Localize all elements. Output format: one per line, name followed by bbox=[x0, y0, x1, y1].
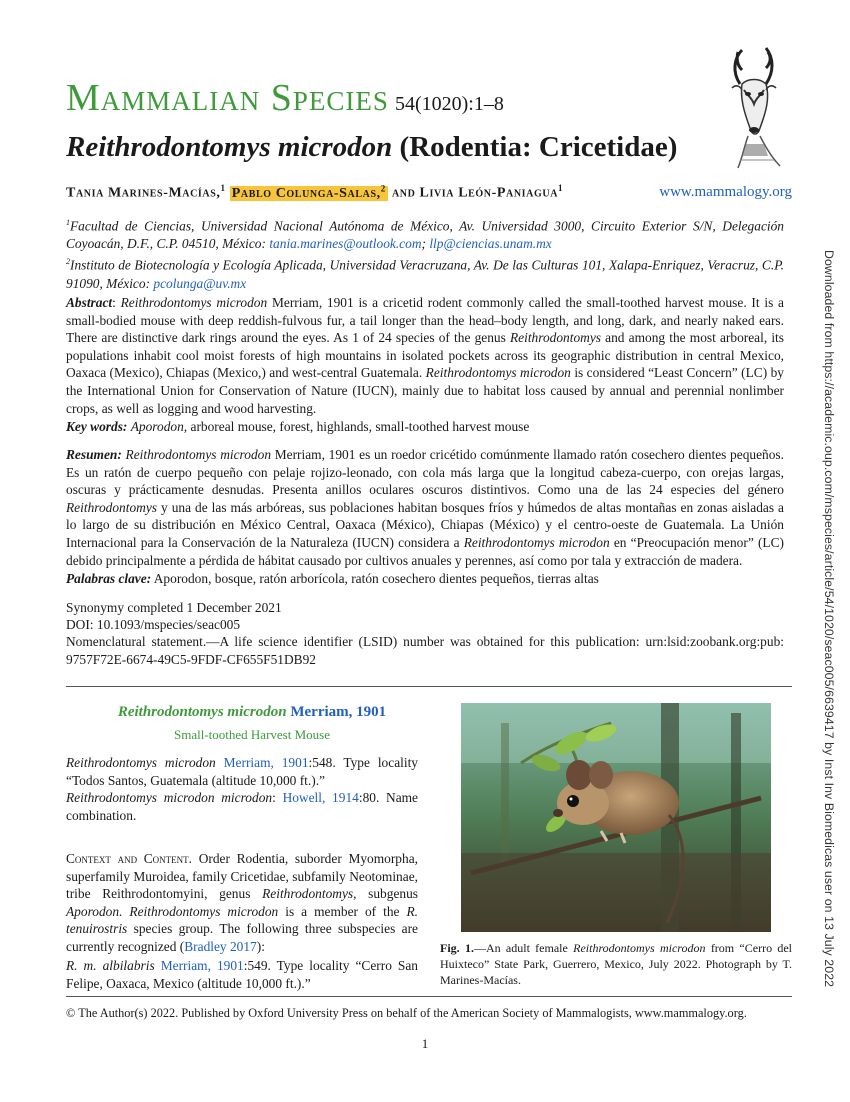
author-2-highlighted: Pablo Colunga-Salas,$^2$ bbox=[231, 183, 386, 201]
author-list: Tania Marines-Macías,$^1$ Pablo Colunga-Salas,$^2$ and Livia León-Paniagua$^1$ bbox=[66, 183, 564, 201]
ref-bradley-2017[interactable]: Bradley 2017 bbox=[184, 938, 257, 954]
page-number: 1 bbox=[421, 1036, 429, 1051]
website-link[interactable]: www.mammalogy.org bbox=[659, 184, 792, 200]
copyright-footer: © The Author(s) 2022. Published by Oxford University Press on behalf of the American Society of Mammalogists, www.mammalogy.org. bbox=[66, 1006, 747, 1020]
context-and-content: Context and Content. Order Rodentia, suborder Myomorpha, superfamily Muroidea, family Cricetidae, subfamily Neotominae, tribe Reithrodontomyini, genus Reithrodontomys, subgenus Aporodon. Reithrodontomys microdon is a member of the R. tenuirostris species group. The following three subspecies are currently recognized (Bradley 2017): bbox=[66, 851, 419, 954]
ref-merriam-1901[interactable]: Merriam, 1901 bbox=[223, 755, 309, 770]
resumen: Resumen: Reithrodontomys microdon Merriam, 1901 es un roedor cricétido comúnmente llamado ratón cosechero dientes pequeños. Es un ratón de cuerpo pequeño con pelaje rojizo-leonado, con cola más larga que la longitud cabeza-cuerpo, con orejas largas, oscuras y prácticamente desnudas. Presenta anillos oculares oscuros distintivos. Como una de las 24 especies del género Reithrodontomys y una de las más arbóreas, sus poblaciones habitan bosques fríos y húmedos de altas montañas en zonas aisladas a lo largo de su distribución en México Central, Oaxaca (México), Chiapas (México) y el centro-oeste de Guatemala. La Unión Internacional para la Conservación de la Naturaleza (IUCN) considera a Reithrodontomys microdon en “Preocupación menor” (LC) debido principalmente a pérdida de hábitat causado por cultivos anuales y perennes, así como por tala y extracción de madera. bbox=[66, 447, 784, 568]
author-3: Livia León-Paniagua bbox=[419, 185, 559, 201]
doi: DOI: 10.1093/mspecies/seac005 bbox=[66, 617, 241, 632]
journal-title: Mammalian Species 54(1020):1–8 bbox=[66, 77, 504, 119]
mouse-photo-icon bbox=[461, 703, 771, 932]
journal-volume: 54(1020):1–8 bbox=[394, 93, 504, 115]
subspecies-1: R. m. albilabris Merriam, 1901:549. Type locality “Cerro San Felipe, Oaxaca, Mexico (altitude 10,000 ft.).” bbox=[66, 958, 419, 991]
download-watermark: Downloaded from https://academic.oup.com/mspecies/article/54/1020/seac005/6639417 by Inst Inv Biomedicas user on 13 July 2022 bbox=[822, 250, 836, 988]
palabras-clave: Palabras clave: Aporodon, bosque, ratón arborícola, ratón cosechero dientes pequeños, tierras altas bbox=[66, 571, 599, 586]
email-link-2[interactable]: llp@ciencias.unam.mx bbox=[429, 236, 552, 252]
ref-merriam-1901-b[interactable]: Merriam, 1901 bbox=[160, 958, 244, 973]
synonym-2: Reithrodontomys microdon microdon: Howell, 1914:80. Name combination. bbox=[66, 790, 418, 823]
nomenclatural-statement: Nomenclatural statement.—A life science identifier (LSID) number was obtained for this publication: urn:lsid:zoobank.org:pub: 9757F72E-6674-49C5-9FDF-CF655F51DB92 bbox=[66, 634, 784, 667]
article-title: Reithrodontomys microdon (Rodentia: Cricetidae) bbox=[66, 131, 678, 163]
email-link-3[interactable]: pcolunga@uv.mx bbox=[153, 275, 247, 291]
ref-howell-1914[interactable]: Howell, 1914 bbox=[282, 790, 359, 805]
species-heading: Reithrodontomys microdon Merriam, 1901 bbox=[117, 704, 387, 720]
figure-caption: Fig. 1.—An adult female Reithrodontomys microdon from “Cerro del Huixteco” State Park, Guerrero, Mexico, July 2022. Photograph by T. Marines-Macías. bbox=[440, 941, 793, 987]
common-name: Small-toothed Harvest Mouse bbox=[174, 727, 330, 742]
email-link-1[interactable]: tania.marines@outlook.com bbox=[269, 236, 422, 252]
author-1: Tania Marines-Macías, bbox=[66, 185, 221, 201]
footer-divider bbox=[66, 996, 792, 997]
abstract: Abstract: Reithrodontomys microdon Merriam, 1901 is a cricetid rodent commonly called the small-toothed harvest mouse. It is a small-bodied mouse with deep reddish-fulvous fur, a tail longer than the head–body length, and long, dark, and nearly naked ears. There are distinctive dark rings around the eyes. As 1 of 24 species of the genus Reithrodontomys and among the most arboreal, its populations inhabit cool moist forests of high mountains in isolated pockets across its geographic distribution in central Mexico, Oaxaca (Mexico), Chiapas (Mexico,) and west-central Guatemala. Reithrodontomys microdon is considered “Least Concern” (LC) by the International Union for Conservation of Nature (IUCN), mainly due to habitat loss caused by annual and perennial nonlimber crops, as well as logging and wood harvesting. bbox=[66, 295, 784, 416]
synonym-1: Reithrodontomys microdon Merriam, 1901:548. Type locality “Todos Santos, Guatemala (altitude 10,000 ft.).” bbox=[66, 755, 418, 788]
figure-photo bbox=[461, 703, 771, 932]
section-divider bbox=[66, 686, 792, 687]
synonymy-date: Synonymy completed 1 December 2021 bbox=[66, 600, 282, 615]
affiliations: $^1$Facultad de Ciencias, Universidad Nacional Autónoma de México, Av. Universidad 3000, Circuito Exterior S/N, Delegación Coyoacán, D.F., C.P. 04510, México: tania.marines@outlook.com; llp@ciencias.unam.mx $^2$Instituto de Biotecnología y Ecología Aplicada, Universidad Veracruzana, Av. De las Culturas 101, Xalapa-Enriquez, Veracruz, C.P. 91090, México: pcolunga@uv.mx bbox=[66, 218, 784, 291]
pronghorn-logo-icon bbox=[718, 44, 794, 172]
keywords: Key words: Aporodon, arboreal mouse, forest, highlands, small-toothed harvest mouse bbox=[66, 419, 530, 434]
